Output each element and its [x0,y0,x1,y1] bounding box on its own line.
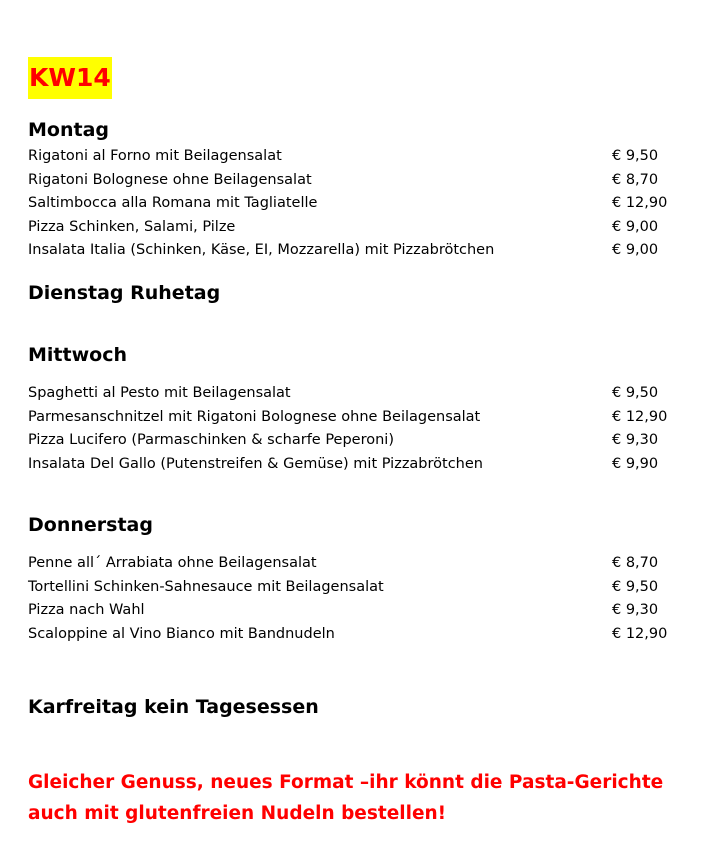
day-heading-karfreitag: Karfreitag kein Tagesessen [28,696,319,718]
menu-item [28,192,688,216]
menu-item [28,453,688,477]
menu-item [28,382,688,406]
menu-item [28,169,688,193]
dish-name: Parmesanschnitzel mit Rigatoni Bolognese ohne Beilagensalat [28,408,481,425]
menu-item [28,576,688,600]
dish-price: € 12,90 [612,195,668,211]
menu-item [28,145,688,169]
day-heading-donnerstag: Donnerstag [28,514,153,536]
dish-price: € 12,90 [612,408,668,425]
dish-name: Pizza Lucifero (Parmaschinken & scharfe Peperoni) [28,432,394,448]
day-heading-dienstag: Dienstag Ruhetag [28,282,221,304]
dish-name: Rigatoni Bolognese ohne Beilagensalat [28,171,312,188]
dish-price: € 12,90 [612,625,668,642]
dish-name: Scaloppine al Vino Bianco mit Bandnudeln [28,625,335,642]
dish-name: Insalata Del Gallo (Putenstreifen & Gemüse) mit Pizzabrötchen [28,455,483,472]
day-heading-montag: Montag [28,119,109,141]
dish-name: Saltimbocca alla Romana mit Tagliatelle [28,195,318,211]
dish-price: € 9,00 [612,242,659,258]
dish-price: € 9,50 [612,578,659,595]
week-label: KW14 [28,57,112,99]
dish-price: € 8,70 [612,171,659,188]
menu-item [28,599,688,623]
dish-price: € 9,30 [612,602,659,618]
dish-name: Spaghetti al Pesto mit Beilagensalat [28,385,291,401]
dish-price: € 9,00 [612,218,659,235]
menu-list-donnerstag [28,552,688,646]
menu-item [28,552,688,576]
menu-list-mittwoch [28,382,688,476]
day-heading-mittwoch: Mittwoch [28,344,127,366]
dish-price: € 9,30 [612,432,659,448]
dish-name: Tortellini Schinken-Sahnesauce mit Beilagensalat [28,578,384,595]
dish-name: Penne all´ Arrabiata ohne Beilagensalat [28,555,317,571]
dish-name: Insalata Italia (Schinken, Käse, EI, Mozzarella) mit Pizzabrötchen [28,242,495,258]
menu-item [28,406,688,430]
menu-item [28,429,688,453]
dish-name: Pizza nach Wahl [28,602,145,618]
dish-name: Pizza Schinken, Salami, Pilze [28,218,236,235]
menu-item [28,216,688,240]
menu-item [28,623,688,647]
dish-price: € 9,50 [612,148,659,164]
menu-list-montag [28,145,688,263]
dish-price: € 8,70 [612,555,659,571]
gluten-free-note: Gleicher Genuss, neues Format –ihr könnt die Pasta-Gerichte auch mit glutenfreien Nudeln bestellen! [28,772,664,824]
dish-price: € 9,50 [612,385,659,401]
menu-item [28,239,688,263]
dish-price: € 9,90 [612,455,659,472]
dish-name: Rigatoni al Forno mit Beilagensalat [28,148,282,164]
